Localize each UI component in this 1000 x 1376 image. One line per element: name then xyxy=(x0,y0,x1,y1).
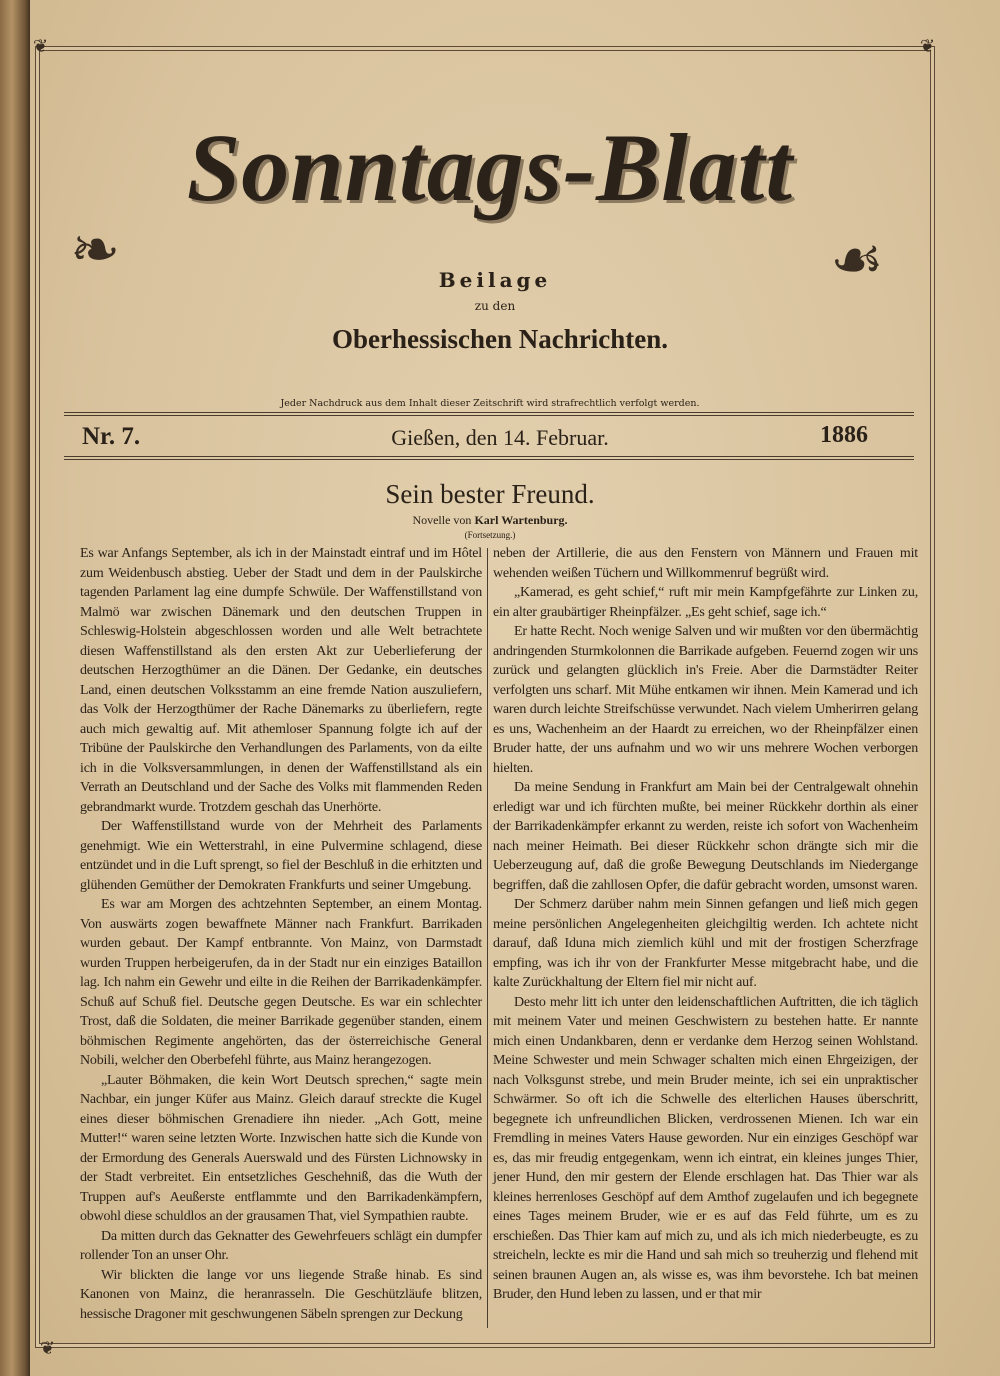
adjacent-page-edge xyxy=(0,0,30,1376)
issue-date: Gießen, den 14. Februar. xyxy=(391,425,609,450)
issue-year: 1886 xyxy=(820,422,868,448)
corner-ornament-icon: ❦ xyxy=(40,1338,56,1359)
reprint-notice: Jeder Nachdruck aus dem Inhalt dieser Zeitschrift wird strafrechtlich verfolgt werden. xyxy=(280,398,700,409)
masthead-supplement: Beilage xyxy=(438,268,552,292)
paragraph: Da meine Sendung in Frankfurt am Main bei der Centralgewalt ohnehin erledigt war und ich fürchten mußte, bei meiner Rückkehr dorthin als einer der Barrikadenkämpfer erkannt zu werden, reiste ich sofort von Wachenheim nach meiner Heimath. Bei dieser Rückkehr schon drängte sich mir die Ueberzeugung auf, daß die große Bewegung Deutschlands im Niedergange begriffen, daß die zahllosen Opfer, die dafür gebracht worden, umsonst waren. xyxy=(493,780,918,893)
paragraph: Er hatte Recht. Noch wenige Salven und wir mußten vor den übermächtig andringenden Sturmkolonnen die Barrikade aufgeben. Feuernd zogen wir uns zurück und gelangten glücklich in's Freie. Aber die Darmstädter Reiter verfolgten uns scharf. Mit Mühe entkamen wir ihnen. Mein Kamerad und ich waren durch leichte Streifschüsse verwundet. Nach vielem Umherirren gelang es uns, Wachenheim an der Haardt zu erreichen, wo der Rheinpfälzer einen Bruder hatte, der uns aufnahm und wo wir uns mehrere Wochen verborgen hielten. xyxy=(493,624,918,776)
story-title: Sein bester Freund. xyxy=(385,479,595,509)
right-text-column xyxy=(493,544,918,1305)
divider-rule xyxy=(64,456,914,460)
author-name: Karl Wartenburg. xyxy=(474,513,568,527)
flourish-ornament-icon: ❧ xyxy=(70,215,121,285)
masthead-newspaper-name: Oberhessischen Nachrichten. xyxy=(332,324,668,354)
story-byline xyxy=(250,512,730,528)
paragraph: Es war Anfangs September, als ich in der Mainstadt eintraf und im Hôtel zum Weidenbusch abstieg. Ueber der Stadt und dem in der Paulskirche tagenden Parlament lag eine dumpfe Schwüle. Der Waffenstillstand von Malmö war zwischen Dänemark und den deutschen Truppen in Schleswig-Holstein abgeschlossen worden und alle Welt betrachtete diesen Waffenstillstand als den ersten Akt zur Ueberlieferung der deutschen Herzogthümer an die Dänen. Der Gedanke, ein deutsches Land, einen deutschen Volksstamm an eine fremde Nation auszuliefern, das Volk der Herzogthümer der Rache Dänemarks zu überliefern, regte auch mich gewaltig auf. Mit athemloser Spannung folgte ich auf der Tribüne der Paulskirche den Verhandlungen des Parlaments, von da eilte ich in die Volksversammlungen, in denen der Waffenstillstand als ein Verrath an Deutschland und der Sache des Volks mit flammenden Reden gebrandmarkt wurde. Trotzdem geschah das Unerhörte. xyxy=(80,546,482,815)
paragraph: Wir blickten die lange vor uns liegende Straße hinab. Es sind Kanonen von Mainz, die heranrasseln. Die Geschützläufe blitzen, hessische Dragoner mit geschwungenen Säbeln sprengen zur Deckung xyxy=(80,1267,482,1322)
left-text-column xyxy=(80,544,482,1324)
paragraph: Desto mehr litt ich unter den leidenschaftlichen Auftritten, die ich täglich mit meinem Vater und meinen Geschwistern zu bestehen hatte. Er nannte mich einen Undankbaren, denn er verdanke dem Herzog seinen Wohlstand. Meine Schwester und mein Schwager schalten mich einen Ehrgeizigen, der nach Volksgunst strebe, und mein Bruder meinte, ich sei ein unpraktischer Schwärmer. So oft ich die Schwelle des elterlichen Hauses überschritt, begegnete ich unfreundlichen Blicken, verdrossenen Mienen. Ich war ein Fremdling in meines Vaters Hause geworden. Nur ein einziges Geschöpf war es, das mir freudig entgegenkam, wenn ich eintrat, ein kleines junges Thier, jener Hund, den mir gestern der Elende erschlagen hat. Das Thier war als kleines herrenloses Geschöpf auf dem Amthof zugelaufen und ich begegnete eines Tages meinem Bruder, wie er es auf das Feld führte, um es zu erschießen. Das Thier kam auf mich zu, und als ich mich niederbeugte, es zu streicheln, leckte es mir die Hand und sah mich so treuherzig und flehend mit seinen braunen Augen an, als wisse es, was ihm bevorstehe. Ich bat meinen Bruder, den Hund leben zu lassen, und er that mir xyxy=(493,994,918,1302)
byline-prefix: Novelle von xyxy=(412,513,472,527)
paragraph: Es war am Morgen des achtzehnten September, an einem Montag. Von auswärts zogen bewaffnete Männer nach Frankfurt. Barrikaden wurden gebaut. Der Kampf entbrannte. Von Mainz, von Darmstadt wurden Truppen herbeigerufen, da in der Stadt nur ein einziges Bataillon lag. Ich nahm ein Gewehr und eilte in die Reihen der Barrikadenkämpfer. Schuß auf Schuß fiel. Deutsche gegen Deutsche. Es war ein schlechter Trost, daß die Soldaten, die meiner Barrikade gegenüber standen, einem böhmischen Regimente angehörten, das der österreichische General Nobili, welcher den Oberbefehl führte, aus Mainz herangezogen. xyxy=(80,897,482,1068)
paragraph: Der Schmerz darüber nahm mein Sinnen gefangen und ließ mich gegen meine persönlichen Angelegenheiten gleichgiltig werden. Ich achtete nicht darauf, daß Iduna mich ziemlich kühl und mit der frostigen Scherzfrage empfing, was ich ihr von der Frankfurter Messe mitgebracht habe, und die kalte Zurückhaltung der Eltern fiel mir nicht auf. xyxy=(493,897,918,990)
issue-number: Nr. 7. xyxy=(82,423,141,450)
masthead-to-the: zu den xyxy=(474,299,516,313)
divider-rule xyxy=(64,412,914,416)
paragraph: Der Waffenstillstand wurde von der Mehrheit des Parlaments genehmigt. Wie ein Wetterstrahl, in eine Pulvermine schlagend, diese entzündet und in die Luft sprengt, so fiel der Beschluß in die erhitzten und glühenden Gemüther der Demokraten Frankfurts und seiner Umgebung. xyxy=(80,819,482,893)
column-divider xyxy=(487,548,488,1328)
corner-ornament-icon: ❦ xyxy=(920,36,936,57)
continuation-note: (Fortsetzung.) xyxy=(464,530,516,540)
paragraph: neben der Artillerie, die aus den Fenstern von Männern und Frauen mit wehenden weißen Tüchern und Willkommenruf begrüßt wird. xyxy=(493,546,918,581)
flourish-ornament-icon: ☙ xyxy=(830,225,884,295)
paragraph: Da mitten durch das Geknatter des Gewehrfeuers schlägt ein dumpfer rollender Ton an unser Ohr. xyxy=(80,1228,482,1263)
paragraph: „Kamerad, es geht schief,“ ruft mir mein Kampfgefährte zur Linken zu, ein alter graubärtiger Rheinpfälzer. „Es geht schief, sage ich.“ xyxy=(493,585,918,620)
paragraph: „Lauter Böhmaken, die kein Wort Deutsch sprechen,“ sagte mein Nachbar, ein junger Küfer aus Mainz. Gleich darauf streckte die Kugel eines dieser böhmischen Grenadiere ihn nieder. „Ach Gott, meine Mutter!“ waren seine letzten Worte. Inzwischen hatte sich die Kunde von der Ermordung des Generals Auerswald und des Fürsten Lichnowsky in der Stadt verbreitet. Ein entsetzliches Geschehniß, das die Wuth der Truppen auf's Aeußerste entflammte und den Barrikadenkämpfern, obwohl diese schuldlos an der grausamen That, viel Sympathien raubte. xyxy=(80,1072,482,1224)
corner-ornament-icon: ❦ xyxy=(33,36,49,57)
masthead-title: Sonntags-Blatt xyxy=(186,114,794,221)
